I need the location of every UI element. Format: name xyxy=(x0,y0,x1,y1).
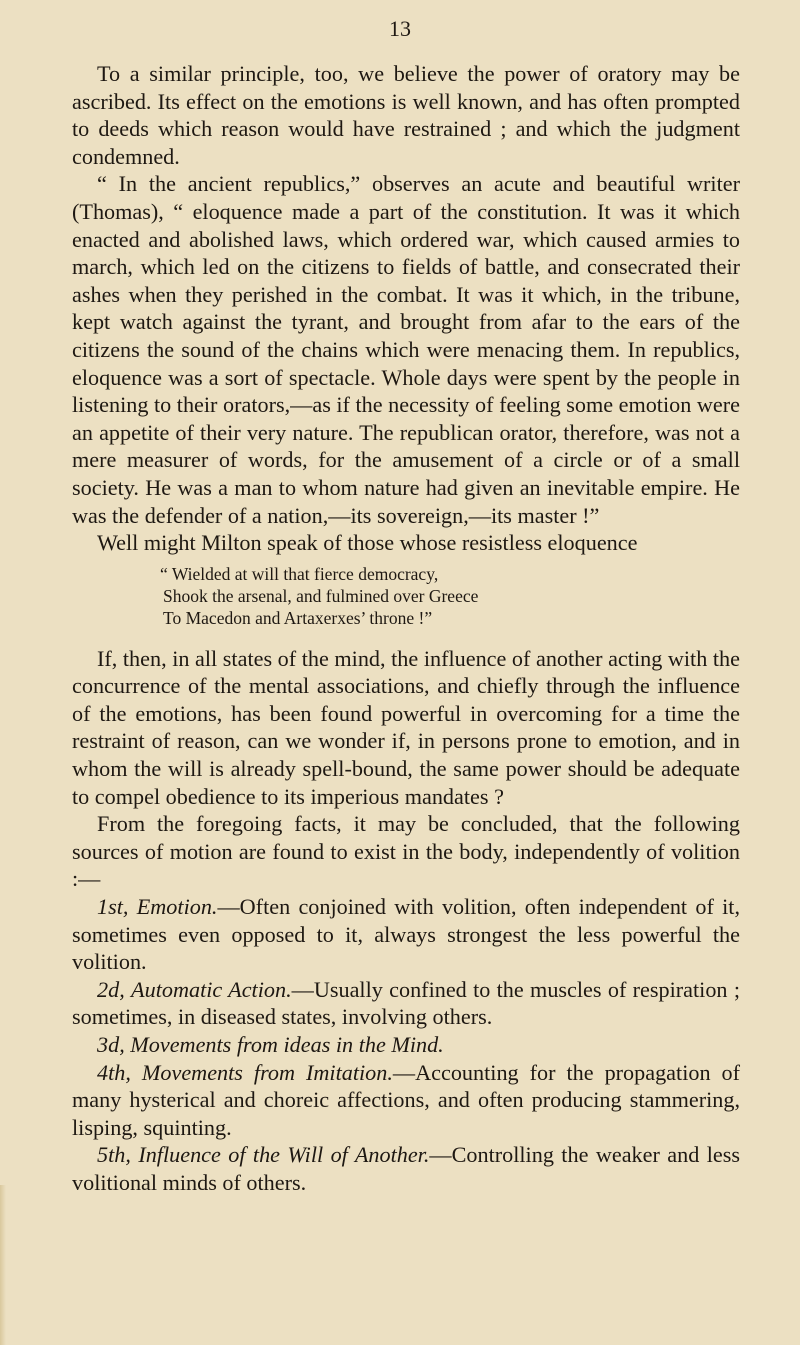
milton-verse xyxy=(72,563,740,629)
source-text: —Often conjoined with volition, often independent of it, sometimes even opposed to it, always strongest the less powerful the volition. xyxy=(72,894,741,975)
body-text xyxy=(72,60,740,1197)
paragraph-thomas-quote: “ In the ancient republics,” observes an acute and beautiful writer (Thomas), “ eloquence made a part of the constitution. It was it which enacted and abolished laws, which ordered war, which caused armies to march, which led on the citizens to fields of battle, and consecrated their ashes when they perished in the combat. It was it which, in the tribune, kept watch against the tyrant, and brought from afar to the ears of the citizens the sound of the chains which were menacing them. In republics, eloquence was a sort of spectacle. Whole days were spent by the people in listening to their orators,—as if the necessity of feeling some emotion were an appetite of their very nature. The republican orator, therefore, was not a mere measurer of words, for the amusement of a circle or of a small society. He was a man to whom nature had given an inevitable empire. He was the defender of a nation,—its sovereign,—its master !” xyxy=(72,171,740,528)
source-heading: Automatic Action. xyxy=(131,976,292,1002)
source-text: —Controlling the weaker and less volitional minds of others. xyxy=(72,1142,740,1195)
source-number: 1st, xyxy=(97,894,129,920)
source-text: —Accounting for the propagation of many hysterical and choreic affections, and often producing stammering, lisping, squinting. xyxy=(72,1059,741,1140)
paragraph-sources-intro: From the foregoing facts, it may be concluded, that the following sources of motion are found to exist in the body, independently of volition :— xyxy=(72,811,740,892)
source-heading: Emotion. xyxy=(136,894,218,920)
page-edge-stain xyxy=(0,1185,6,1345)
source-item-ideas xyxy=(72,1031,740,1059)
source-item-imitation xyxy=(72,1059,740,1142)
source-heading: Influence of the Will of Another. xyxy=(138,1142,430,1168)
verse-line: Shook the arsenal, and fulmined over Greece xyxy=(163,585,479,606)
source-number: 2d, xyxy=(97,976,125,1002)
source-item-will-of-another xyxy=(72,1141,740,1196)
page-number: 13 xyxy=(389,16,411,41)
source-number: 3d, xyxy=(97,1032,125,1057)
paragraph-oratory: To a similar principle, too, we believe the power of oratory may be ascribed. Its effect on the emotions is well known, and has often prompted to deeds which reason would have restrained ; and which the judgment condemned. xyxy=(72,61,740,169)
source-number: 4th, xyxy=(97,1059,131,1085)
verse-line: To Macedon and Artaxerxes’ throne !” xyxy=(163,607,433,628)
verse-line: “ Wielded at will that fierce democracy, xyxy=(160,563,439,584)
source-heading: Movements from ideas in the Mind. xyxy=(130,1032,444,1057)
source-number: 5th, xyxy=(97,1142,131,1168)
source-heading: Movements from Imitation. xyxy=(141,1059,393,1085)
source-text: —Usually confined to the muscles of respiration ; sometimes, in diseased states, involving others. xyxy=(72,976,740,1030)
paragraph-milton: Well might Milton speak of those whose resistless eloquence xyxy=(97,530,638,556)
source-item-automatic-action xyxy=(72,976,740,1031)
source-item-emotion xyxy=(72,893,740,976)
paragraph-influence: If, then, in all states of the mind, the influence of another acting with the concurrence of the mental associations, and chiefly through the influence of the emotions, has been found powerful in overcoming for a time the restraint of reason, can we wonder if, in persons prone to emotion, and in whom the will is already spell-bound, the same power should be adequate to compel obedience to its imperious mandates ? xyxy=(72,645,740,809)
